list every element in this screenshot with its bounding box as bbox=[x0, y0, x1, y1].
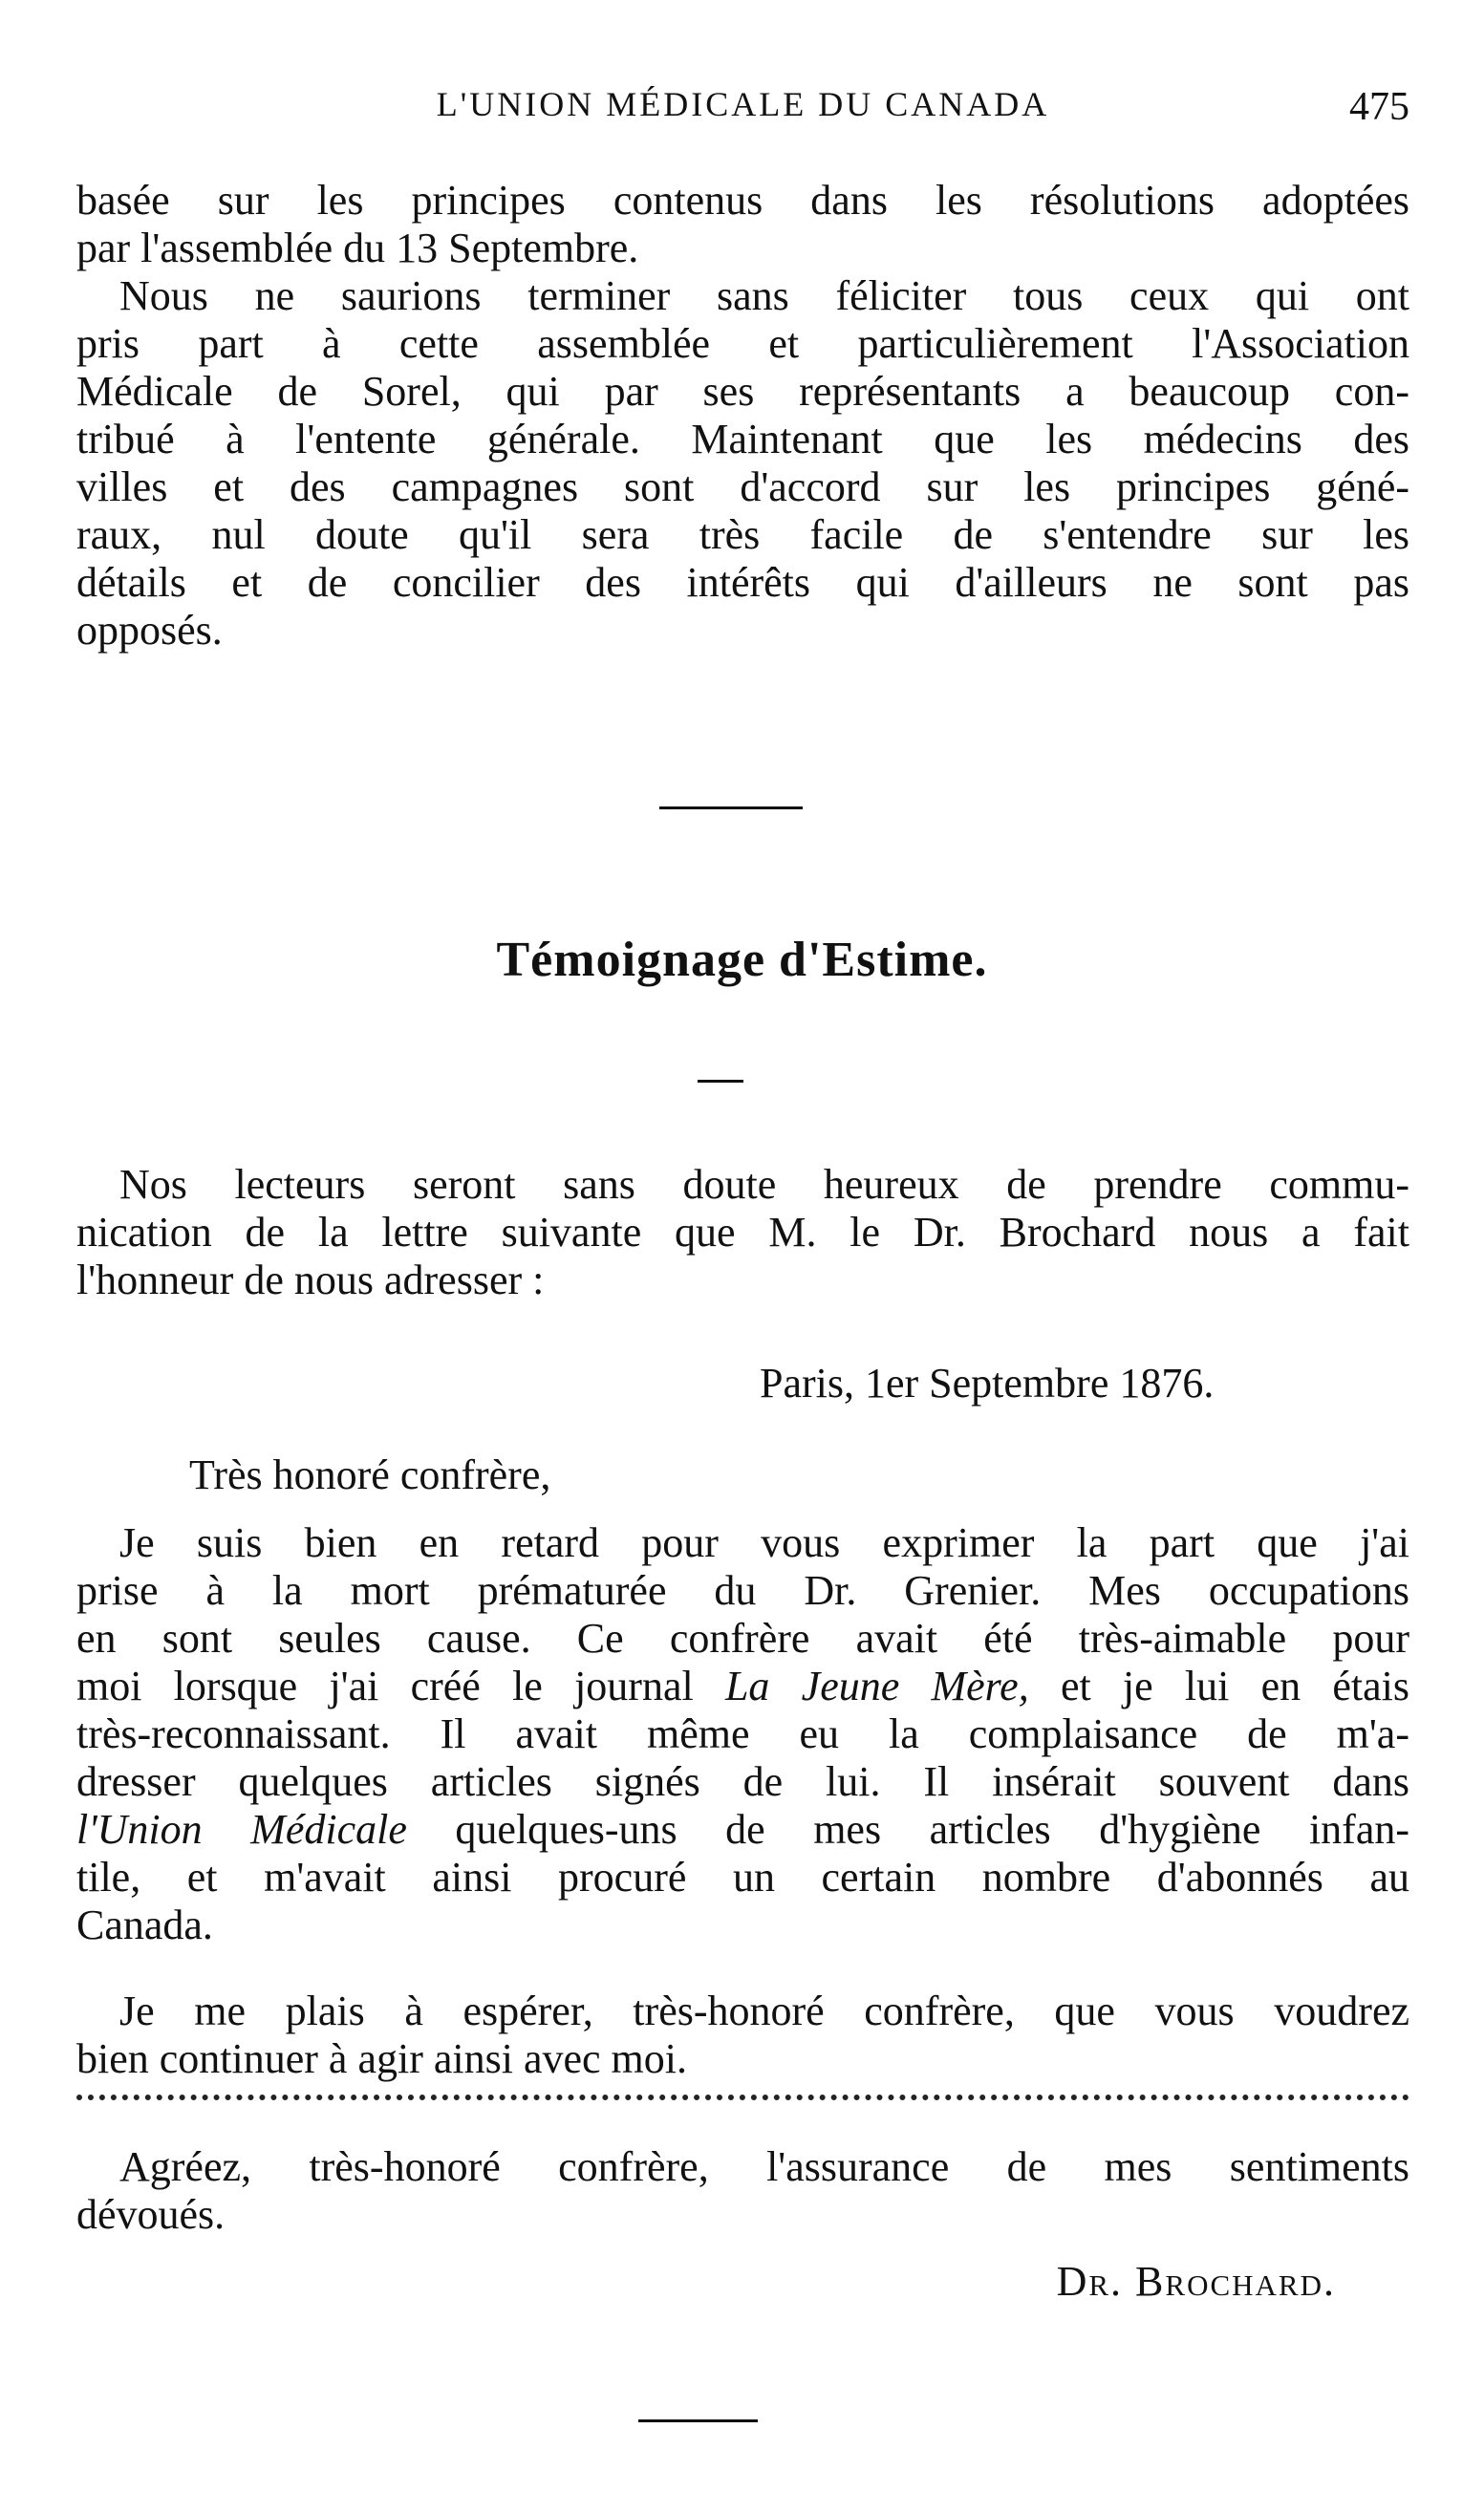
text-line: bien continuer à agir ainsi avec moi. bbox=[76, 2035, 687, 2082]
text-line: Médicale de Sorel, qui par ses représentants a beaucoup con- bbox=[76, 368, 1409, 415]
letter-salutation: Très honoré confrère, bbox=[189, 1451, 551, 1498]
text-line: raux, nul doute qu'il sera très facile de s'entendre sur les bbox=[76, 511, 1409, 558]
paragraph-continuation bbox=[76, 177, 1409, 655]
title-divider bbox=[698, 1080, 743, 1083]
text-line: Nos lecteurs seront sans doute heureux de prendre commu- bbox=[119, 1161, 1409, 1208]
text-segment: moi lorsque j'ai créé le journal bbox=[76, 1663, 725, 1709]
text-line: tribué à l'entente générale. Maintenant que les médecins des bbox=[76, 416, 1409, 462]
section-divider bbox=[659, 806, 803, 809]
text-line: tile, et m'avait ainsi procuré un certain nombre d'abonnés au bbox=[76, 1854, 1409, 1901]
text-line: Agréez, très-honoré confrère, l'assurance de mes sentiments bbox=[119, 2143, 1409, 2190]
text-line: Nous ne saurions terminer sans féliciter tous ceux qui ont bbox=[119, 272, 1409, 319]
letter-body-2 bbox=[76, 1988, 1409, 2083]
text-line bbox=[76, 1806, 1409, 1854]
text-line: nication de la lettre suivante que M. le Dr. Brochard nous a fait bbox=[76, 1209, 1409, 1256]
text-line: par l'assemblée du 13 Septembre. bbox=[76, 225, 639, 271]
text-line: opposés. bbox=[76, 607, 223, 654]
page-number: 475 bbox=[1349, 85, 1409, 129]
text-line: Je suis bien en retard pour vous exprimer la part que j'ai bbox=[119, 1519, 1409, 1566]
text-line: Je me plais à espérer, très-honoré confrère, que vous voudrez bbox=[119, 1988, 1409, 2034]
text-line: dévoués. bbox=[76, 2191, 226, 2238]
letter-closing bbox=[76, 2143, 1409, 2239]
text-segment: quelques-uns de mes articles d'hygiène infan- bbox=[406, 1806, 1409, 1853]
text-line: l'honneur de nous adresser : bbox=[76, 1257, 545, 1303]
dotted-separator bbox=[76, 2095, 1409, 2100]
letter-dateline: Paris, 1er Septembre 1876. bbox=[760, 1360, 1215, 1407]
text-line: villes et des campagnes sont d'accord sur les principes géné- bbox=[76, 463, 1409, 510]
text-line: détails et de concilier des intérêts qui d'ailleurs ne sont pas bbox=[76, 559, 1409, 606]
journal-title: L'UNION MÉDICALE DU CANADA bbox=[436, 85, 1050, 123]
letter-signature: Dr. Brochard. bbox=[1056, 2258, 1336, 2305]
journal-name: La Jeune Mère, bbox=[724, 1663, 1029, 1709]
text-line: pris part à cette assemblée et particulièrement l'Association bbox=[76, 320, 1409, 367]
section-title: Témoignage d'Estime. bbox=[496, 933, 988, 987]
running-head bbox=[76, 84, 1409, 141]
text-line: très-reconnaissant. Il avait même eu la complaisance de m'a- bbox=[76, 1710, 1409, 1757]
journal-name: l'Union Médicale bbox=[76, 1806, 407, 1853]
text-line: Canada. bbox=[76, 1902, 213, 1948]
intro-paragraph bbox=[76, 1161, 1409, 1304]
text-line: basée sur les principes contenus dans les résolutions adoptées bbox=[76, 177, 1409, 224]
end-divider bbox=[638, 2419, 758, 2422]
text-line: prise à la mort prématurée du Dr. Grenier. Mes occupations bbox=[76, 1567, 1409, 1614]
letter-body bbox=[76, 1519, 1409, 1949]
text-line: en sont seules cause. Ce confrère avait été très-aimable pour bbox=[76, 1615, 1409, 1662]
text-line bbox=[76, 1663, 1409, 1710]
text-line: dresser quelques articles signés de lui. Il insérait souvent dans bbox=[76, 1758, 1409, 1805]
text-segment: et je lui en étais bbox=[1028, 1663, 1410, 1709]
